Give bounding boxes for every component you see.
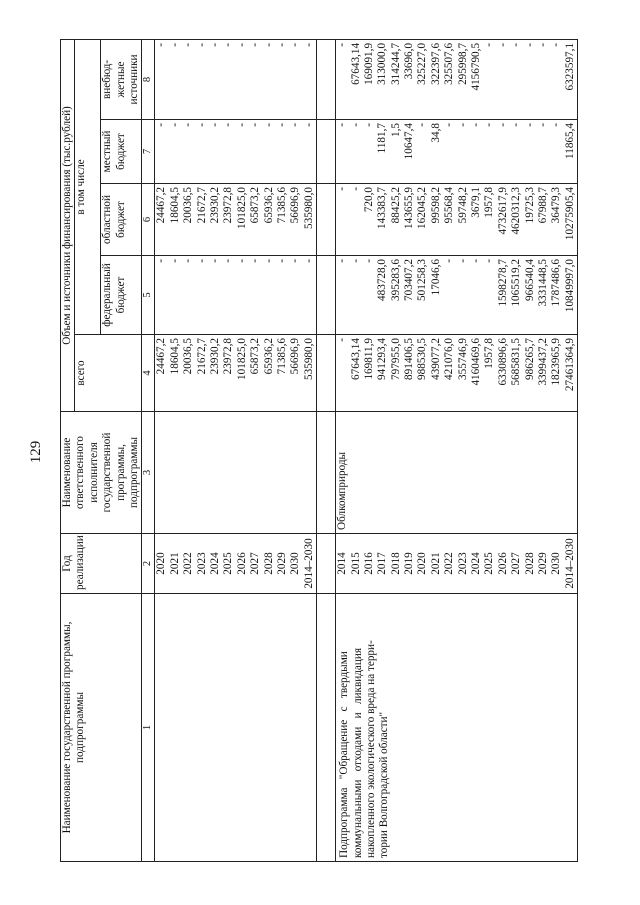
header-year: Год реализации bbox=[61, 534, 142, 594]
block2-local-value: - bbox=[483, 123, 496, 127]
block1-executor-cell bbox=[155, 412, 317, 534]
block2-federal-value: - bbox=[349, 259, 362, 263]
block1-federal-value: - bbox=[168, 259, 181, 263]
block2-total-value: 355746,9 bbox=[456, 338, 469, 380]
block2-total-value: - bbox=[336, 338, 349, 342]
block2-total-value: 1823965,9 bbox=[550, 338, 563, 386]
block1-federal-value: - bbox=[262, 259, 275, 263]
block2-regional-value: 1957,8 bbox=[483, 187, 496, 218]
block1-regional-col bbox=[155, 184, 317, 256]
block1-federal-value: - bbox=[249, 259, 262, 263]
block1-year-value: 2026 bbox=[235, 552, 248, 575]
block2-extra-value: - bbox=[550, 42, 563, 47]
block1-year-value: 2030 bbox=[289, 552, 302, 575]
block2-extra-col bbox=[336, 39, 578, 119]
block2-federal-value: 966540,4 bbox=[523, 259, 536, 301]
block1-local-value: - bbox=[155, 123, 168, 127]
block2-extra-value: 314244,7 bbox=[389, 42, 402, 85]
block2-federal-value: - bbox=[443, 259, 456, 263]
block1-total-value: 21672,7 bbox=[195, 338, 208, 375]
block2-regional-value: 3679,1 bbox=[470, 187, 483, 218]
col-number: 1 bbox=[142, 594, 155, 862]
block2-year-value: 2018 bbox=[389, 552, 402, 575]
block2-total-value: 986265,7 bbox=[523, 338, 536, 380]
block2-regional-value: - bbox=[336, 187, 349, 191]
block2-local-value: - bbox=[523, 123, 536, 127]
block2-local-value: 34,8 bbox=[429, 123, 442, 143]
block1-local-value: - bbox=[168, 123, 181, 127]
block1-regional-value: 65936,2 bbox=[262, 187, 275, 224]
block2-regional-value: 36479,3 bbox=[550, 187, 563, 224]
block2-total-value: 439077,2 bbox=[429, 338, 442, 380]
block2-local-value: - bbox=[362, 123, 375, 127]
block1-federal-value: - bbox=[222, 259, 235, 263]
block2-federal-value: 395283,6 bbox=[389, 259, 402, 301]
block1-row bbox=[155, 39, 317, 861]
block2-federal-col bbox=[336, 256, 578, 335]
block2-local-value: 1,5 bbox=[389, 123, 402, 137]
block1-total-value: 65873,2 bbox=[249, 338, 262, 375]
block2-total-value: 6330896,6 bbox=[496, 338, 509, 386]
block1-federal-value: - bbox=[209, 259, 221, 263]
block2-extra-value: - bbox=[483, 42, 496, 47]
block2-year-value: 2020 bbox=[416, 552, 429, 575]
block2-year-value: 2025 bbox=[483, 552, 496, 575]
block2-federal-value: - bbox=[336, 259, 349, 263]
block2-year-value: 2014–2030 bbox=[563, 538, 576, 589]
header-program-name: Наименование государственной программы, подпрограммы bbox=[61, 594, 142, 862]
block2-federal-value: 3331448,5 bbox=[536, 259, 549, 307]
block2-year-value: 2029 bbox=[536, 552, 549, 575]
block2-federal-value: - bbox=[483, 259, 496, 263]
col-number: 8 bbox=[142, 39, 155, 119]
block1-extra-value: - bbox=[195, 42, 208, 47]
block1-year-value: 2027 bbox=[249, 552, 262, 575]
block1-local-value: - bbox=[302, 123, 315, 127]
header-local: местный бюджет bbox=[101, 120, 142, 184]
table-header bbox=[61, 39, 155, 861]
block2-regional-value: 4732617,9 bbox=[496, 187, 509, 235]
block2-federal-value: 483728,0 bbox=[376, 259, 389, 301]
block1-federal-value: - bbox=[235, 259, 248, 263]
block2-federal-value: 10849997,0 bbox=[563, 259, 576, 313]
block1-regional-value: 23930,2 bbox=[209, 187, 221, 224]
block2-year-value: 2024 bbox=[470, 552, 483, 575]
header-funding: Объем и источники финансирования (тыс.рублей) bbox=[61, 39, 75, 411]
block2-extra-value: 295998,7 bbox=[456, 42, 469, 85]
subprogram-name-cell bbox=[336, 594, 578, 862]
block1-total-value: 24467,2 bbox=[155, 338, 168, 375]
block2-local-value: - bbox=[470, 123, 483, 127]
block1-year-col bbox=[155, 534, 317, 594]
block2-local-value: - bbox=[536, 123, 549, 127]
block2-regional-value: 67988,7 bbox=[536, 187, 549, 224]
block2-year-value: 2016 bbox=[362, 552, 375, 575]
subprogram-name-line: Подпрограмма "Обращение с твердыми bbox=[338, 651, 351, 858]
header-total: всего bbox=[75, 335, 142, 412]
block2-total-value: 4160469,6 bbox=[470, 338, 483, 386]
block2-total-value: 67643,14 bbox=[349, 338, 362, 380]
header-extra: внебюд-жетные источники bbox=[101, 39, 142, 119]
block2-federal-value: 703407,2 bbox=[403, 259, 416, 301]
block1-total-value: 20036,5 bbox=[182, 338, 195, 375]
block2-year-value: 2019 bbox=[403, 552, 416, 575]
block2-local-value: - bbox=[349, 123, 362, 127]
column-numbers-row bbox=[142, 39, 155, 861]
block2-extra-value: 169091,9 bbox=[362, 42, 375, 85]
block1-local-value: - bbox=[182, 123, 195, 127]
block2-local-value: - bbox=[443, 123, 456, 127]
block2-year-value: 2023 bbox=[456, 552, 469, 575]
subprogram-name-line: накопленного экологического вреда на терри- bbox=[364, 640, 377, 858]
block2-regional-value: 19725,3 bbox=[523, 187, 536, 224]
page-number: 129 bbox=[28, 440, 44, 464]
block2-total-col bbox=[336, 335, 578, 412]
block1-federal-value: - bbox=[155, 259, 168, 263]
header-executor: Наименование ответственного исполнителя государственной программы, подпрограммы bbox=[61, 412, 142, 534]
block1-total-value: 56696,9 bbox=[289, 338, 302, 375]
block2-federal-value: - bbox=[470, 259, 483, 263]
block1-regional-value: 56696,9 bbox=[289, 187, 302, 224]
block2-local-value: 11865,4 bbox=[563, 123, 576, 159]
block2-year-value: 2026 bbox=[496, 552, 509, 575]
block1-year-value: 2025 bbox=[222, 552, 235, 575]
block2-total-value: 1957,8 bbox=[483, 338, 496, 369]
block1-total-value: 101825,0 bbox=[235, 338, 248, 380]
block2-extra-value: - bbox=[336, 42, 349, 47]
header-regional: областной бюджет bbox=[101, 184, 142, 256]
block1-regional-value: 23972,8 bbox=[222, 187, 235, 224]
block2-local-value: 1181,7 bbox=[376, 123, 389, 154]
block2-year-value: 2021 bbox=[429, 552, 442, 575]
block1-extra-value: - bbox=[209, 42, 221, 47]
block2-extra-value: 6323597,1 bbox=[563, 42, 576, 91]
block1-total-value: 18604,5 bbox=[168, 338, 181, 375]
block1-regional-value: 24467,2 bbox=[155, 187, 168, 224]
block1-extra-value: - bbox=[235, 42, 248, 47]
block2-extra-value: 325507,6 bbox=[443, 42, 456, 85]
block1-extra-value: - bbox=[249, 42, 262, 47]
block1-total-value: 535980,0 bbox=[302, 338, 315, 380]
block2-total-value: 5685831,5 bbox=[510, 338, 523, 386]
block2-federal-value: 501258,3 bbox=[416, 259, 429, 301]
block1-local-value: - bbox=[209, 123, 221, 127]
block2-regional-value: 4620312,3 bbox=[510, 187, 523, 235]
block2-local-value: - bbox=[416, 123, 429, 127]
block2-year-value: 2022 bbox=[443, 552, 456, 575]
col-number: 7 bbox=[142, 120, 155, 184]
block2-federal-value: - bbox=[456, 259, 469, 263]
block1-extra-value: - bbox=[262, 42, 275, 47]
block2-total-value: 169811,9 bbox=[362, 338, 375, 380]
block1-federal-value: - bbox=[195, 259, 208, 263]
block2-regional-value: 95568,4 bbox=[443, 187, 456, 224]
block2-total-value: 797955,0 bbox=[389, 338, 402, 380]
block1-extra-value: - bbox=[289, 42, 302, 47]
block2-regional-value: - bbox=[349, 187, 362, 191]
block1-extra-value: - bbox=[168, 42, 181, 47]
block1-extra-col bbox=[155, 39, 317, 119]
block2-local-value: - bbox=[510, 123, 523, 127]
block2-total-value: 421076,0 bbox=[443, 338, 456, 380]
block1-local-value: - bbox=[275, 123, 288, 127]
col-number: 2 bbox=[142, 534, 155, 594]
block2-regional-value: 88425,2 bbox=[389, 187, 402, 224]
block2-extra-value: 67643,14 bbox=[349, 42, 362, 85]
block1-year-value: 2020 bbox=[155, 552, 168, 575]
block1-regional-value: 65873,2 bbox=[249, 187, 262, 224]
block2-year-value: 2028 bbox=[523, 552, 536, 575]
block2-total-value: 3399437,2 bbox=[536, 338, 549, 386]
block2-year-value: 2017 bbox=[376, 552, 389, 575]
block2-year-value: 2014 bbox=[336, 552, 349, 575]
block1-total-value: 71385,6 bbox=[275, 338, 288, 375]
block2-local-col bbox=[336, 120, 578, 184]
block1-local-value: - bbox=[289, 123, 302, 127]
block1-total-value: 65936,2 bbox=[262, 338, 275, 375]
block2-local-value: - bbox=[456, 123, 469, 127]
block2-row bbox=[336, 39, 578, 861]
block2-local-value: 10647,4 bbox=[403, 123, 416, 160]
block2-executor-cell bbox=[336, 412, 578, 534]
block2-regional-value: 99598,2 bbox=[429, 187, 442, 224]
block1-program-cell bbox=[155, 594, 317, 862]
block1-total-col bbox=[155, 335, 317, 412]
col-number: 3 bbox=[142, 412, 155, 534]
subprogram-name-line: тории Волгоградской области" bbox=[378, 711, 391, 858]
block1-total-value: 23972,8 bbox=[222, 338, 235, 375]
block2-total-value: 988530,5 bbox=[416, 338, 429, 380]
block2-extra-value: - bbox=[523, 42, 536, 47]
block2-total-value: 891406,5 bbox=[403, 338, 416, 380]
block1-local-col bbox=[155, 120, 317, 184]
block1-regional-value: 535980,0 bbox=[302, 187, 315, 229]
block1-local-value: - bbox=[262, 123, 275, 127]
block1-local-value: - bbox=[222, 123, 235, 127]
block1-year-value: 2028 bbox=[262, 552, 275, 575]
block2-total-value: 941293,4 bbox=[376, 338, 389, 380]
block2-federal-value: 1065519,2 bbox=[510, 259, 523, 307]
block2-extra-value: 33696,0 bbox=[403, 42, 416, 80]
block2-extra-value: 325227,0 bbox=[416, 42, 429, 85]
block2-extra-value: - bbox=[536, 42, 549, 47]
block2-regional-col bbox=[336, 184, 578, 256]
block2-local-value: - bbox=[496, 123, 509, 127]
block1-year-value: 2029 bbox=[275, 552, 288, 575]
block2-year-value: 2015 bbox=[349, 552, 362, 575]
block2-regional-value: 143655,9 bbox=[403, 187, 416, 229]
block1-regional-value: 18604,5 bbox=[168, 187, 181, 224]
block1-year-value: 2022 bbox=[182, 552, 195, 575]
col-number: 4 bbox=[142, 335, 155, 412]
block1-extra-value: - bbox=[182, 42, 195, 47]
block2-year-col bbox=[336, 534, 578, 594]
block1-year-value: 2024 bbox=[209, 552, 221, 575]
block2-total-value: 27461364,9 bbox=[563, 338, 576, 392]
block1-year-value: 2014–2030 bbox=[302, 538, 315, 589]
block1-extra-value: - bbox=[222, 42, 235, 47]
block2-local-value: - bbox=[336, 123, 349, 127]
header-federal: федеральный бюджет bbox=[101, 256, 142, 335]
block1-extra-value: - bbox=[275, 42, 288, 47]
block2-regional-value: 59748,2 bbox=[456, 187, 469, 224]
block2-regional-value: 143383,7 bbox=[376, 187, 389, 229]
block1-federal-value: - bbox=[182, 259, 195, 263]
block1-extra-value: - bbox=[302, 42, 315, 47]
block1-regional-value: 21672,7 bbox=[195, 187, 208, 224]
block1-federal-value: - bbox=[289, 259, 302, 263]
block1-extra-value: - bbox=[155, 42, 168, 47]
table-body bbox=[155, 39, 578, 861]
block1-federal-value: - bbox=[275, 259, 288, 263]
block2-federal-value: - bbox=[362, 259, 375, 263]
block1-regional-value: 101825,0 bbox=[235, 187, 248, 229]
block2-regional-value: 10275905,4 bbox=[563, 187, 576, 241]
block1-local-value: - bbox=[195, 123, 208, 127]
funding-table bbox=[60, 39, 578, 862]
block2-extra-value: 313000,0 bbox=[376, 42, 389, 85]
block2-year-value: 2030 bbox=[550, 552, 563, 575]
block2-local-value: - bbox=[550, 123, 563, 127]
col-number: 5 bbox=[142, 256, 155, 335]
block1-total-value: 23930,2 bbox=[209, 338, 221, 375]
block2-extra-value: - bbox=[510, 42, 523, 47]
block1-local-value: - bbox=[249, 123, 262, 127]
block-separator bbox=[317, 39, 336, 861]
block2-extra-value: - bbox=[496, 42, 509, 47]
block2-regional-value: 720,0 bbox=[362, 187, 375, 213]
block2-regional-value: 162045,2 bbox=[416, 187, 429, 229]
block1-year-value: 2021 bbox=[168, 552, 181, 575]
block2-federal-value: 1787486,6 bbox=[550, 259, 563, 307]
subprogram-name-line: коммунальными отходами и ликвидация bbox=[351, 647, 364, 858]
block1-regional-value: 20036,5 bbox=[182, 187, 195, 224]
block2-year-value: 2027 bbox=[510, 552, 523, 575]
col-number: 6 bbox=[142, 184, 155, 256]
block1-regional-value: 71385,6 bbox=[275, 187, 288, 224]
block2-extra-value: 4156790,5 bbox=[470, 42, 483, 91]
block1-federal-col bbox=[155, 256, 317, 335]
executor-name: Облкомприроды bbox=[336, 451, 349, 530]
block1-local-value: - bbox=[235, 123, 248, 127]
block2-federal-value: 1598278,7 bbox=[496, 259, 509, 307]
block2-extra-value: 322397,6 bbox=[429, 42, 442, 85]
block1-federal-value: - bbox=[302, 259, 315, 263]
header-including: в том числе bbox=[75, 39, 101, 334]
block1-year-value: 2023 bbox=[195, 552, 208, 575]
block2-federal-value: 17046,6 bbox=[429, 259, 442, 296]
rotated-page-content bbox=[20, 12, 620, 892]
